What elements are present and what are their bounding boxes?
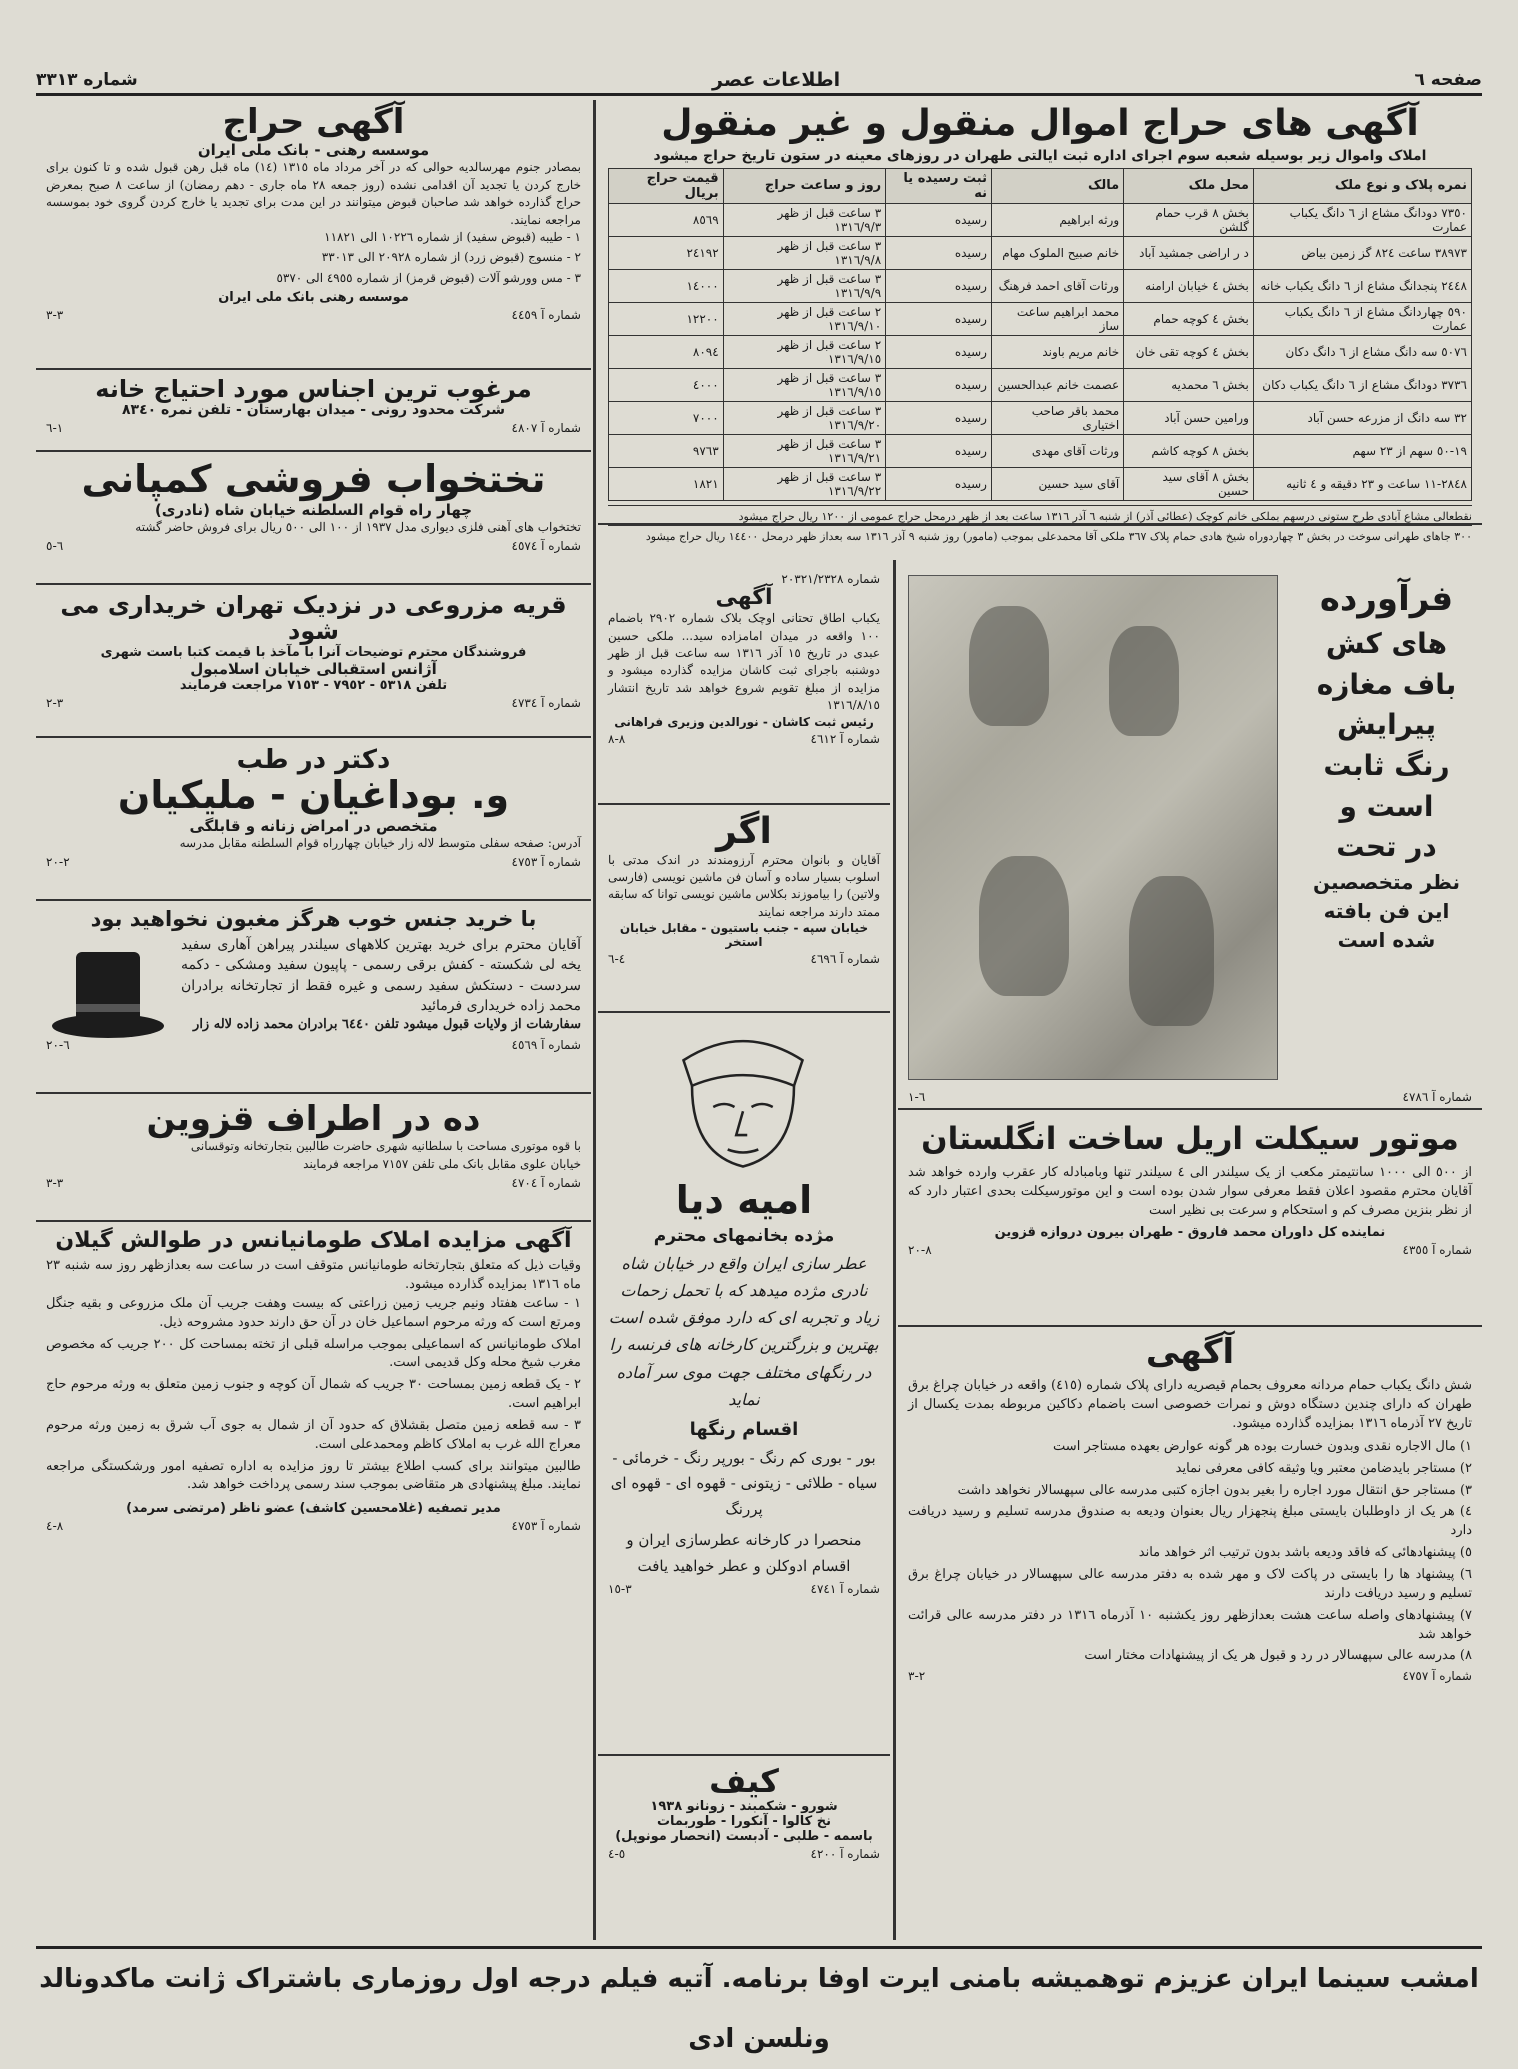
perfume-ad — [598, 1016, 890, 1756]
photo-ad-line: رنگ ثابت — [1323, 749, 1450, 783]
auction-cell: بخش ٨ قرب حمام گلشن — [1124, 203, 1254, 236]
bank-auction-subtitle: موسسه رهنی - بانک ملی ایران — [197, 141, 430, 160]
bank-auction-items — [46, 229, 581, 287]
auction-cell: بخش ٤ کوچه حمام — [1124, 302, 1254, 335]
household-subtitle: شرکت محدود رونی - میدان بهارستان - تلفن نمره ٨٣٤٠ — [121, 402, 505, 419]
bath-notice-item: ٢) مستاجر بایدضامن معتبر ویا وثیقه کافی معرفی نماید — [1175, 1460, 1472, 1476]
household-ad — [36, 372, 591, 452]
auction-cell: ٣٢ سه دانگ از مزرعه حسن آباد — [1253, 401, 1471, 434]
bank-auction-title: آگهی حراج — [222, 102, 405, 142]
tomanyans-ref: شماره آ ٤٧٥٣ ٨-٤ — [46, 1519, 581, 1534]
bed-ad — [36, 455, 591, 585]
perfume-lead: مژده بخانمهای محترم — [653, 1225, 835, 1246]
bath-notice-item: ٦) پیشنهاد ها را بایستی در پاکت لاک و مهر شده به دفتر مدرسه عالی سپهسالار در خیابان چراغ برق تسلیم و رسید دریافت دارند — [908, 1566, 1472, 1601]
photo-figure-3 — [979, 856, 1069, 996]
auction-cell: ٢٤٤٨ پنجدانگ مشاع از ٦ دانگ یکباب خانه — [1253, 269, 1471, 302]
bath-notice-item: ٤) هر یک از داوطلبان بایستی مبلغ پنجهزار ریال بعنوان ودیعه به صندوق مدرسه تسلیم و رسید دریافت دارد — [908, 1504, 1472, 1539]
auction-cell: ٨٥٦٩ — [609, 203, 724, 236]
auction-cell: رسیده — [886, 236, 992, 269]
auction-cell: ١٩-٥٠ سهم از ٢٣ سهم — [1253, 434, 1471, 467]
auction-row — [609, 467, 1472, 500]
kif-line-2: نخ کالوا - آنکورا - طوربمات — [656, 1814, 831, 1830]
bath-notice-item: ٣) مستاجر حق انتقال مورد اجاره را بغیر بدون اجازه کتبی مدرسه عالی سپهسالار نخواهد داشت — [957, 1482, 1472, 1498]
auction-cell: ٣ ساعت قبل از ظهر ١٣١٦/٩/٢١ — [723, 434, 885, 467]
bath-notice-item: ١) مال الاجاره نقدی وبدون خسارت بوده هر گونه عوارض بعهده مستاجر است — [1053, 1438, 1472, 1454]
auction-cell: ٢ ساعت قبل از ظهر ١٣١٦/٩/١٥ — [723, 335, 885, 368]
auction-cell: خانم مریم باوند — [991, 335, 1123, 368]
auction-cell: ورامین حسن آباد — [1124, 401, 1254, 434]
auction-cell: بخش ٤ خیابان ارامنه — [1124, 269, 1254, 302]
tomanyans-title: آگهی مزایده املاک طومانیانس در طوالش گیلان — [55, 1228, 572, 1253]
kif-ad — [598, 1760, 890, 1940]
bank-auction-item: ١ - طیبه (قبوض سفید) از شماره ١٠٢٢٦ الی ١١٨٢١ — [324, 229, 581, 244]
tomanyans-intro: وقیات ذیل که متعلق بتجارتخانه طومانیانس متوقف است در ساعت سه بعدازظهر روز سه شنبه ٢٣ ماه ١٣١٦ بمزایده گذارده میشود. — [46, 1258, 581, 1293]
perfume-list-title: اقسام رنگها — [689, 1418, 799, 1440]
auction-row — [609, 203, 1472, 236]
qazvin-ad — [36, 1097, 591, 1222]
auction-cell: رسیده — [886, 467, 992, 500]
auction-cell: بخش ٨ آقای سید حسین — [1124, 467, 1254, 500]
center-notice-signature: رئیس ثبت کاشان - نورالدین وزیری فراهانی — [614, 714, 874, 729]
auction-cell: د ر اراضی جمشید آباد — [1124, 236, 1254, 269]
hats-ref: شماره آ ٤٥٦٩ ٦-٢٠ — [46, 1038, 581, 1053]
doctor-title-small: دکتر در طب — [236, 745, 391, 775]
paper-name: اطلاعات عصر — [712, 68, 841, 91]
auction-row — [609, 302, 1472, 335]
photo-ad-image — [908, 575, 1278, 1080]
auction-main-title: آگهی های حراج اموال منقول و غیر منقول — [661, 103, 1419, 144]
auction-cell: محمد باقر صاحب اختیاری — [991, 401, 1123, 434]
auction-cell: ٢ ساعت قبل از ظهر ١٣١٦/٩/١٠ — [723, 302, 885, 335]
auction-cell: رسیده — [886, 434, 992, 467]
bank-auction — [36, 100, 591, 370]
perfume-ref: شماره آ ٤٧٤١ ٣-١٥ — [608, 1582, 880, 1597]
auction-row — [609, 269, 1472, 302]
auction-cell: آقای سید حسین — [991, 467, 1123, 500]
bank-auction-item: ٢ - منسوج (قبوض زرد) از شماره ٢٠٩٢٨ الی ٣٣٠١٣ — [321, 250, 581, 265]
hats-body: آقایان محترم برای خرید بهترین کلاههای سیلندر پیراهن آهاری سفید یخه لی شکسته - کفش برقی رسمی - پاپیون سفید ومشکی - دکمه سردست - دستکش سفید رسمی و غیره فقط از تجارتخانه برادران محمد زاده خریداری فرمائید — [181, 937, 581, 1014]
auction-cell: ٥٩٠ چهاردانگ مشاع از ٦ دانگ یکباب عمارت — [1253, 302, 1471, 335]
photo-ad-line: است و — [1339, 789, 1434, 823]
auction-header-cell: نمره پلاک و نوع ملک — [1253, 168, 1471, 203]
tomanyans-paragraph: طالبین میتوانند برای کسب اطلاع بیشتر تا روز مزایده به اداره تصفیه امور ورشکستگی مراجعه نمایند. مبلغ پیشنهادی هر متقاضی بموجب سند رسمی پرداخت خواهد شد. — [46, 1458, 581, 1493]
bath-notice-ref: شماره آ ٤٧٥٧ ٢-٣ — [908, 1669, 1472, 1684]
auction-header-cell: مالک — [991, 168, 1123, 203]
perfume-footer: منحصرا در کارخانه عطرسازی ایران و اقسام ادوکلن و عطر خواهید یافت — [626, 1531, 862, 1575]
auction-cell: ٣ ساعت قبل از ظهر ١٣١٦/٩/١٥ — [723, 368, 885, 401]
auction-cell: ١٨٢١ — [609, 467, 724, 500]
auction-cell: ١٢٢٠٠ — [609, 302, 724, 335]
auction-main — [598, 100, 1482, 543]
motorcycle-ref: شماره آ ٤٣٥٥ ٨-٢٠ — [908, 1242, 1472, 1257]
photo-ad-ref: شماره آ ٤٧٨٦ ٦-١ — [908, 1090, 1472, 1104]
top-hat-icon — [48, 944, 168, 1044]
hats-title: با خرید جنس خوب هرگز مغبون نخواهید بود — [90, 907, 537, 931]
village-ref: شماره آ ٤٧٣٤ ٣-٢ — [46, 695, 581, 710]
auction-row — [609, 335, 1472, 368]
household-title: مرغوب ترین اجناس مورد احتیاج خانه — [95, 375, 532, 403]
bed-title: تختخواب فروشی کمپانی — [81, 457, 546, 501]
kif-line-3: باسمه - طلبی - آدبست (انحصار مونوپل) — [615, 1829, 873, 1845]
bank-auction-body: بمصادر جنوم مهرسالدیه حوالی که در آخر مرداد ماه ١٣١٥ (١٤) ماه قبل رهن قبول شده و تا کنون برای خارج کردن یا تجدید آن اقدامی نشده (روز جمعه ٢٨ ماه جاری - دهم رمضان) از ساعت ٨ صبح بمعرض حراج گذارده خواهد شد صاحبان قبوض میتوانند در این مدت برای تجدید یا خارج کردن گروی خود بموسسه مراجعه نمایند. — [46, 160, 582, 227]
auction-header-cell: قیمت حراج بریال — [609, 168, 724, 203]
bed-body: تختخواب های آهنی فلزی دیواری مدل ١٩٣٧ از ١٠٠ الی ٥٠٠ ریال برای فروش حاضر گشته — [135, 519, 581, 534]
perfume-list: بور - بوری کم رنگ - بورپر رنگ - خرمائی - سیاه - طلائی - زیتونی - قهوه ای - قهوه ای پررنگ — [610, 1448, 878, 1518]
tomanyans-paragraph: ١ - ساعت هفتاد ونیم جریب زمین زراعتی که بیست وهفت جریب آن ملک مزروعی و بقیه جنگل ومرتع است که ورثه مرحوم اسماعیل خان در آن حق دارند حدود مشروحه ذیل. — [46, 1295, 581, 1330]
auction-header-cell: روز و ساعت حراج — [723, 168, 885, 203]
center-notice — [598, 565, 890, 805]
village-subtitle: فروشندگان محترم توضیحات آنرا با مآخذ با قیمت کتبا باست شهری — [100, 644, 527, 660]
page-number: صفحه ٦ — [1414, 69, 1482, 90]
masthead — [36, 66, 1482, 96]
agar-ad — [598, 808, 890, 1013]
kif-ref: شماره آ ٤٢٠٠ ٥-٤ — [608, 1847, 880, 1862]
auction-header-cell: ثبت رسیده یا نه — [886, 168, 992, 203]
auction-cell: ٢٤١٩٢ — [609, 236, 724, 269]
doctor-address: آدرس: صفحه سفلی متوسط لاله زار خیابان چهارراه قوام السلطنه مقابل مدرسه — [179, 835, 581, 850]
qazvin-address: خیابان علوی مقابل بانک ملی تلفن ٧١٥٧ مراجعه فرمایند — [303, 1156, 581, 1171]
auction-cell: ورثه ابراهیم — [991, 203, 1123, 236]
bank-auction-signature: موسسه رهنی بانک ملی ایران — [218, 290, 409, 306]
photo-ad-lines — [1299, 575, 1474, 955]
auction-cell: رسیده — [886, 203, 992, 236]
photo-figure-1 — [969, 606, 1049, 726]
auction-cell: ١٤٠٠٠ — [609, 269, 724, 302]
auction-cell: محمد ابراهیم ساعت ساز — [991, 302, 1123, 335]
qazvin-body: با قوه موتوری مساحت با سلطانیه شهری حاضرت طالبین بتجارتخانه وتوقسانی — [190, 1139, 581, 1154]
agar-body: آقایان و بانوان محترم آرزومندند در اندک مدتی با اسلوب بسیار ساده و آسان فن ماشین نویسی (فارسی ولاتین) را بیاموزند بکلاس ماشین نویسی توانا که سابقه ممتد دارند مراجعه نمایند — [608, 852, 880, 919]
auction-row — [609, 401, 1472, 434]
auction-row — [609, 368, 1472, 401]
auction-cell: ٣٧٣٦ دودانگ مشاع از ٦ دانگ یکباب دکان — [1253, 368, 1471, 401]
bank-auction-ref: شماره آ ٤٤٥٩ ٣-٣ — [46, 308, 581, 323]
auction-cell: ورثات آقای مهدی — [991, 434, 1123, 467]
auction-cell: بخش ٨ کوچه کاشم — [1124, 434, 1254, 467]
hats-footer: سفارشات از ولایات قبول میشود تلفن ٦٤٤٠ برادران محمد زاده لاله زار — [193, 1017, 581, 1033]
center-notice-ref: شماره آ ٤٦١٢ ٨-٨ — [608, 731, 880, 746]
auction-row — [609, 236, 1472, 269]
motorcycle-body: از ٥٠٠ الی ١٠٠٠ سانتیمتر مکعب از یک سیلندر الی ٤ سیلندر تنها وبامبادله کار عقرب وارده خواهد شد آقایان محترم مقصود اعلان فقط معرفی سوار شدن بوده است و این موتورسیکلت بحدی اعتبار دارد که از نظر بنزین مصرف کم و استحکام و سرعت بی نظیر است — [908, 1165, 1472, 1218]
village-address: آژانس استقبالی خیابان اسلامبول — [190, 659, 437, 678]
doctor-ref: شماره آ ٤٧٥٣ ٢-٢٠ — [46, 855, 581, 870]
center-notice-body: یکباب اطاق تحتانی اوچک بلاک شماره ٢٩٠٢ باضمام ١٠٠ واقعه در میدان امامزاده سید... ملکی حسین عبدی در تاریخ ١٥ آذر ١٣١٦ سه ساعت قبل از ظهر دوشنبه باجرای ثبت کاشان مزایده گذارده میشود و مزایده از مبلغ تقویم شروع خواهد شد تاریخ انتشار ١٣١٦/٨/١٥ — [608, 611, 880, 713]
cinema-banner: امشب سینما ایران عزیزم توهمیشه بامنی ایرت اوفا برنامه. آتیه فیلم درجه اول روزماری باشتراک ژانت ماکدونالد ونلسن ادی — [36, 1946, 1482, 2006]
auction-cell: بخش ٤ کوچه تقی خان — [1124, 335, 1254, 368]
auction-cell: خانم صبیح الملوک مهام — [991, 236, 1123, 269]
auction-cell: رسیده — [886, 368, 992, 401]
auction-cell: ٧٣٥٠ دودانگ مشاع از ٦ دانگ یکباب عمارت — [1253, 203, 1471, 236]
photo-ad-line: نظر متخصصین — [1313, 869, 1460, 894]
tomanyans-notice — [36, 1225, 591, 1940]
auction-cell: ٣٨٩٧٣ ساعت ٨٢٤ گز زمین بیاض — [1253, 236, 1471, 269]
auction-cell: رسیده — [886, 401, 992, 434]
tomanyans-paragraphs — [46, 1295, 581, 1495]
auction-main-subtitle: املاک واموال زیر بوسیله شعبه سوم اجرای اداره ثبت ایالتی طهران در روزهای معینه در ستون تاریخ حراج میشود — [653, 147, 1427, 164]
kif-line-1: شورو - شکمبند - زونانو ١٩٣٨ — [650, 1799, 838, 1815]
column-rule-1 — [593, 100, 596, 1940]
auction-cell: ٣ ساعت قبل از ظهر ١٣١٦/٩/٨ — [723, 236, 885, 269]
auction-note-1: نقطعالی مشاع آبادی طرح ستونی درسهم بملکی خانم کوچک (عطائی آذر) از شنبه ٦ آذر ١٣١٦ ساعت بعد از ظهر درمحل حراج عمومی از ١٢٠٠ ریال حراج میشود — [608, 505, 1472, 525]
photo-figure-4 — [1129, 876, 1214, 1026]
bath-notice-title: آگهی — [1145, 1332, 1235, 1372]
issue-number: شماره ٣٣١٣ — [36, 69, 138, 90]
doctor-title: و. بوداغیان - ملیکیان — [117, 773, 510, 817]
doctor-subtitle: متخصص در امراض زنانه و قابلگی — [189, 816, 438, 835]
auction-cell: ٨٠٩٤ — [609, 335, 724, 368]
bed-subtitle: چهار راه قوام السلطنه خیابان شاه (نادری) — [154, 500, 473, 519]
auction-cell: ٥٠٧٦ سه دانگ مشاع از ٦ دانگ دکان — [1253, 335, 1471, 368]
village-title: قریه مزروعی در نزدیک تهران خریداری می شود — [60, 591, 567, 646]
center-notice-ref-top: شماره ٢٠٣٢١/٢٣٢٨ — [781, 572, 880, 586]
auction-cell: عصمت خانم عبدالحسین — [991, 368, 1123, 401]
tomanyans-paragraph: املاک طومانیانس که اسماعیلی بموجب مراسله قبلی از تخته بمساحت کل ٢٠٠ جریب که مخصوص مغرب شیخ محله وکل قدیمی است. — [46, 1336, 581, 1371]
auction-cell: ٧٠٠٠ — [609, 401, 724, 434]
bank-auction-item: ٣ - مس وورشو آلات (قبوض قرمز) از شماره ٤٩٥٥ الی ٥٣٧٠ — [276, 270, 581, 285]
photo-ad-line: این فن بافته — [1323, 898, 1450, 923]
photo-ad-line: در تحت — [1336, 830, 1437, 864]
auction-row — [609, 434, 1472, 467]
photo-ad-line: فرآورده — [1319, 579, 1454, 619]
auction-cell: ٣ ساعت قبل از ظهر ١٣١٦/٩/٢٠ — [723, 401, 885, 434]
tomanyans-signature: مدیر تصفیه (غلامحسین کاشف) عضو ناظر (مرتضی سرمد) — [126, 1501, 501, 1517]
motorcycle-title: موتور سیکلت اریل ساخت انگلستان — [921, 1121, 1459, 1157]
auction-header-cell: محل ملک — [1124, 168, 1254, 203]
auction-cell: رسیده — [886, 335, 992, 368]
motorcycle-agent: نماینده کل داوران محمد فاروق - طهران بیرون دروازه قزوین — [994, 1224, 1386, 1240]
qazvin-title: ده در اطراف قزوین — [146, 1099, 481, 1139]
bath-notice — [898, 1330, 1482, 1935]
bath-notice-item: ٥) پیشنهادهائی که فاقد ودیعه باشد بدون ترتیب اثر خواهد ماند — [1138, 1545, 1472, 1561]
bath-notice-item: ٨) مدرسه عالی سپهسالار در رد و قبول هر یک از پیشنهادات مختار است — [1084, 1648, 1472, 1664]
auction-cell: رسیده — [886, 302, 992, 335]
tomanyans-paragraph: ٣ - سه قطعه زمین متصل بقشلاق که حدود آن از شمال به جوی آب شرق به زمین ورثه مرحوم معراج الله غرب به املاک کاظم ومحمدعلی است. — [46, 1417, 581, 1452]
bath-notice-intro: شش دانگ یکباب حمام مردانه معروف بحمام قیصریه دارای پلاک شماره (٤١٥) واقعه در خیابان چراغ برق طهران که دارای چندین دستگاه دوش و نمرات خصوصی است باضمام دکاکین مربوطه بمدت یکسال از تاریخ ٢٧ آذرماه ١٣١٦ بمزایده گذارده میشود. — [908, 1378, 1472, 1432]
auction-table — [608, 168, 1472, 501]
doctor-ad — [36, 741, 591, 901]
auction-cell: ٣ ساعت قبل از ظهر ١٣١٦/٩/٩ — [723, 269, 885, 302]
agar-address: خیابان سپه - جنب باستیون - مقابل خیابان استخر — [619, 921, 869, 950]
photo-ad-line: های کش — [1325, 627, 1448, 661]
auction-cell: ورثات آقای احمد فرهنگ — [991, 269, 1123, 302]
column-rule-2 — [893, 560, 896, 1940]
household-ref: شماره آ ٤٨٠٧ ١-٦ — [46, 421, 581, 436]
center-notice-title: آگهی — [715, 585, 773, 610]
kif-title: کیف — [709, 1762, 779, 1800]
tomanyans-paragraph: ٢ - یک قطعه زمین بمساحت ٣٠ جریب که شمال آن کوچه و جنوب زمین متعلق به ورثه مرحوم حاج ابراهیم است. — [46, 1377, 581, 1412]
bed-ref: شماره آ ٤٥٧٤ ٦-٥ — [46, 539, 581, 554]
auction-note-2: ٣٠٠ جاهای طهرانی سوخت در بخش ٣ چهاردوراه شیخ هادی حمام پلاک ٣٦٧ ملکی آقا محمدعلی بموجب (مامور) روز شنبه ٩ آذر ١٣١٦ سه بعداز ظهر درمحل ١٤٤٠٠ ریال حراج میشود — [608, 525, 1472, 545]
agar-ref: شماره آ ٤٦٩٦ ٤-٦ — [608, 952, 880, 967]
photo-figure-2 — [1109, 626, 1179, 736]
motorcycle-ad — [898, 1112, 1482, 1327]
auction-cell: ٣ ساعت قبل از ظهر ١٣١٦/٩/٣ — [723, 203, 885, 236]
perfume-body: عطر سازی ایران واقع در خیابان شاه نادری مژده میدهد که با تحمل زحمات زیاد و تجربه ای که دارد موفق شده است بهترین و بزرگترین کارخانه های فرنسه را در رنگهای مختلف جهت موی سر آماده نماید — [608, 1253, 880, 1409]
auction-cell: رسیده — [886, 269, 992, 302]
village-phone: تلفن ٥٣١٨ - ٧٩٥٢ - ٧١٥٣ مراجعت فرمایند — [179, 677, 448, 693]
qazvin-ref: شماره آ ٤٧٠٤ ٣-٣ — [46, 1176, 581, 1191]
photo-ad-line: شده است — [1337, 927, 1436, 952]
face-illustration-icon — [658, 1026, 828, 1171]
hats-ad — [36, 904, 591, 1094]
village-ad — [36, 588, 591, 738]
auction-cell: ٣ ساعت قبل از ظهر ١٣١٦/٩/٢٢ — [723, 467, 885, 500]
auction-cell: ٢٨٤٨-١١ ساعت و ٢٣ دقیقه و ٤ ثانیه — [1253, 467, 1471, 500]
auction-cell: ٤٠٠٠ — [609, 368, 724, 401]
photo-ad-line: باف مغازه — [1316, 667, 1457, 701]
agar-title: اگر — [716, 811, 772, 852]
bath-notice-item: ٧) پیشنهادهای واصله ساعت هشت بعدازظهر روز یکشنبه ١٠ آذرماه ١٣١٦ در دفتر مدرسه عالی قرائت خواهد شد — [908, 1607, 1472, 1642]
perfume-title: امیه دیا — [675, 1178, 813, 1222]
bath-notice-items — [908, 1438, 1472, 1666]
auction-cell: بخش ٦ محمدیه — [1124, 368, 1254, 401]
photo-ad — [898, 565, 1482, 1110]
auction-cell: ٩٧٦٣ — [609, 434, 724, 467]
photo-ad-line: پیرایش — [1336, 708, 1437, 742]
